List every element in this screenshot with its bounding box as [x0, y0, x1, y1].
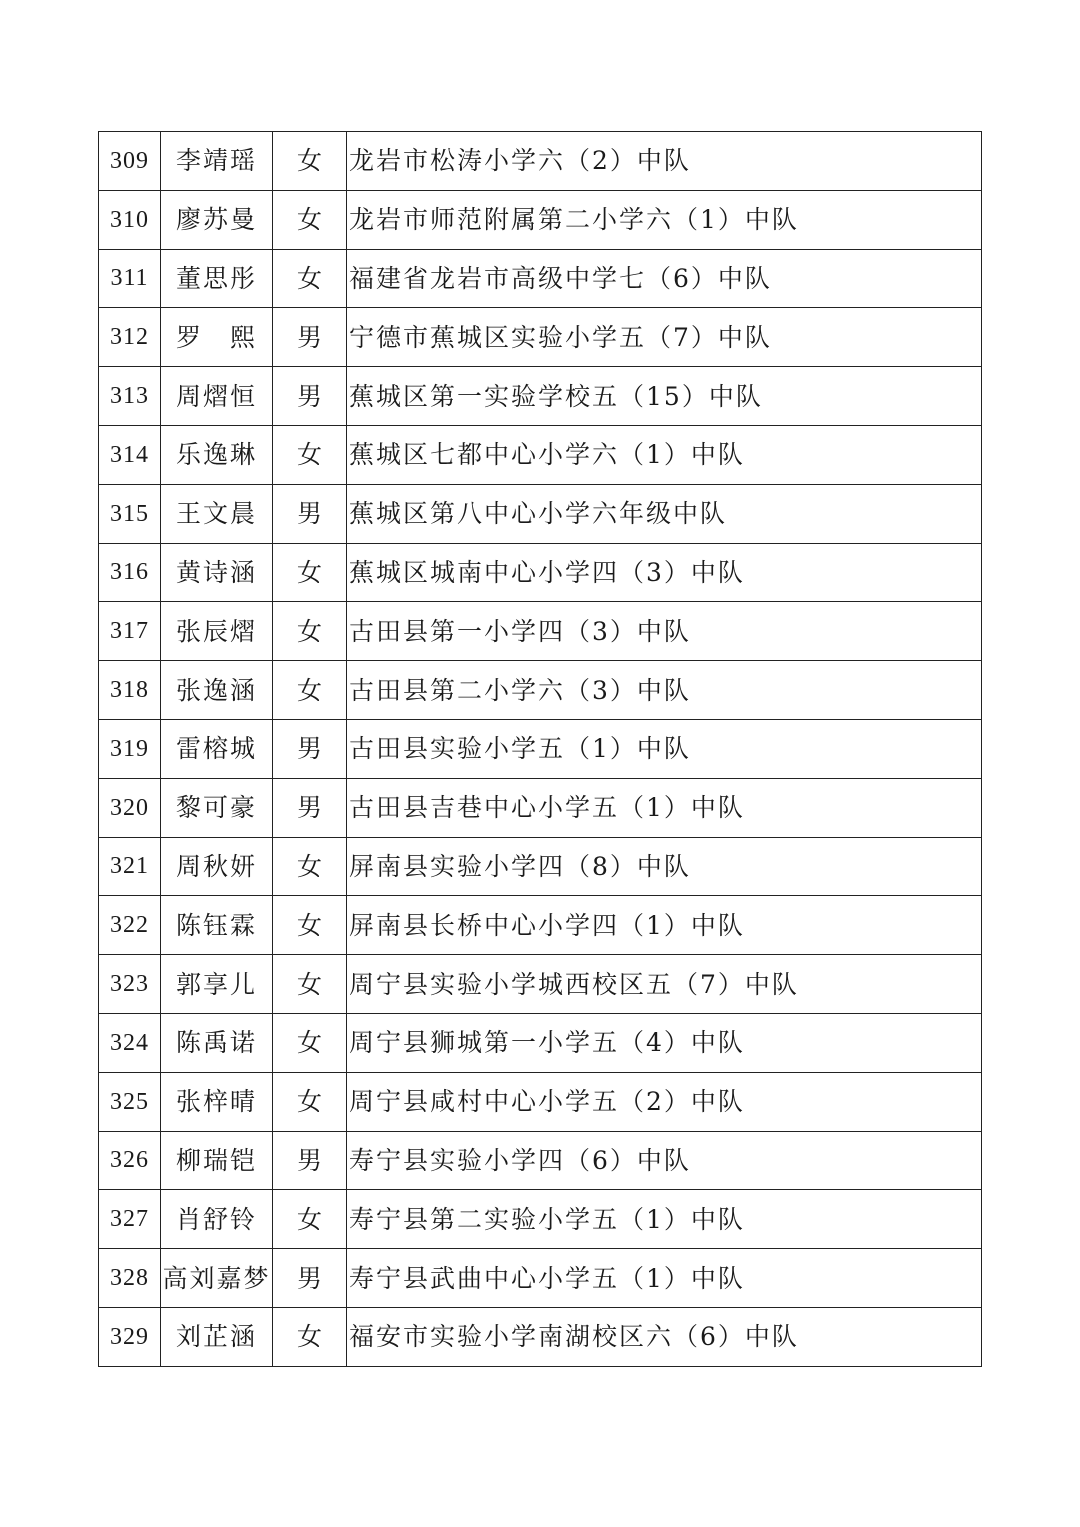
student-name-cell: 郭享儿 [161, 955, 273, 1014]
table-row [99, 425, 982, 484]
serial-number-cell: 317 [99, 602, 161, 661]
student-name-cell: 陈禹诺 [161, 1013, 273, 1072]
gender-cell: 女 [273, 425, 347, 484]
school-unit-cell: 古田县第一小学四（3）中队 [347, 602, 982, 661]
gender-cell: 女 [273, 602, 347, 661]
student-name-cell: 黄诗涵 [161, 543, 273, 602]
gender-cell: 男 [273, 1249, 347, 1308]
gender-cell: 女 [273, 249, 347, 308]
table-row [99, 778, 982, 837]
table-row [99, 1249, 982, 1308]
student-name-cell: 柳瑞铠 [161, 1131, 273, 1190]
gender-cell: 女 [273, 1013, 347, 1072]
serial-number-cell: 309 [99, 132, 161, 191]
school-unit-cell: 蕉城区第一实验学校五（15）中队 [347, 367, 982, 426]
student-name-cell: 肖舒铃 [161, 1190, 273, 1249]
gender-cell: 男 [273, 308, 347, 367]
school-unit-cell: 古田县第二小学六（3）中队 [347, 661, 982, 720]
student-name-cell: 张梓晴 [161, 1072, 273, 1131]
table-row [99, 249, 982, 308]
school-unit-cell: 蕉城区七都中心小学六（1）中队 [347, 425, 982, 484]
gender-cell: 男 [273, 719, 347, 778]
gender-cell: 男 [273, 778, 347, 837]
school-unit-cell: 龙岩市松涛小学六（2）中队 [347, 132, 982, 191]
table-row [99, 308, 982, 367]
gender-cell: 女 [273, 1072, 347, 1131]
serial-number-cell: 310 [99, 190, 161, 249]
student-name-cell: 张逸涵 [161, 661, 273, 720]
gender-cell: 男 [273, 1131, 347, 1190]
table-row [99, 543, 982, 602]
school-unit-cell: 宁德市蕉城区实验小学五（7）中队 [347, 308, 982, 367]
school-unit-cell: 蕉城区城南中心小学四（3）中队 [347, 543, 982, 602]
student-name-cell: 高刘嘉梦 [161, 1249, 273, 1308]
gender-cell: 女 [273, 1190, 347, 1249]
serial-number-cell: 328 [99, 1249, 161, 1308]
serial-number-cell: 318 [99, 661, 161, 720]
table-row [99, 896, 982, 955]
serial-number-cell: 313 [99, 367, 161, 426]
gender-cell: 女 [273, 955, 347, 1014]
serial-number-cell: 327 [99, 1190, 161, 1249]
serial-number-cell: 324 [99, 1013, 161, 1072]
table-row [99, 719, 982, 778]
school-unit-cell: 周宁县咸村中心小学五（2）中队 [347, 1072, 982, 1131]
school-unit-cell: 福安市实验小学南湖校区六（6）中队 [347, 1307, 982, 1366]
school-unit-cell: 屏南县实验小学四（8）中队 [347, 837, 982, 896]
school-unit-cell: 寿宁县第二实验小学五（1）中队 [347, 1190, 982, 1249]
gender-cell: 女 [273, 837, 347, 896]
student-name-cell: 张辰熠 [161, 602, 273, 661]
school-unit-cell: 龙岩市师范附属第二小学六（1）中队 [347, 190, 982, 249]
table-row [99, 1190, 982, 1249]
serial-number-cell: 329 [99, 1307, 161, 1366]
student-name-cell: 黎可豪 [161, 778, 273, 837]
table-row [99, 367, 982, 426]
school-unit-cell: 蕉城区第八中心小学六年级中队 [347, 484, 982, 543]
student-name-cell: 李靖瑶 [161, 132, 273, 191]
student-name-cell: 周熠恒 [161, 367, 273, 426]
serial-number-cell: 315 [99, 484, 161, 543]
gender-cell: 女 [273, 896, 347, 955]
table-row [99, 837, 982, 896]
student-name-cell: 董思彤 [161, 249, 273, 308]
school-unit-cell: 周宁县实验小学城西校区五（7）中队 [347, 955, 982, 1014]
school-unit-cell: 屏南县长桥中心小学四（1）中队 [347, 896, 982, 955]
school-unit-cell: 周宁县狮城第一小学五（4）中队 [347, 1013, 982, 1072]
serial-number-cell: 311 [99, 249, 161, 308]
serial-number-cell: 316 [99, 543, 161, 602]
student-name-cell: 王文晨 [161, 484, 273, 543]
table-row [99, 190, 982, 249]
serial-number-cell: 320 [99, 778, 161, 837]
gender-cell: 女 [273, 543, 347, 602]
table-row [99, 661, 982, 720]
serial-number-cell: 323 [99, 955, 161, 1014]
serial-number-cell: 325 [99, 1072, 161, 1131]
student-name-cell: 雷榕城 [161, 719, 273, 778]
student-name-cell: 乐逸琳 [161, 425, 273, 484]
gender-cell: 男 [273, 367, 347, 426]
table-row [99, 484, 982, 543]
serial-number-cell: 314 [99, 425, 161, 484]
gender-cell: 男 [273, 484, 347, 543]
student-name-cell: 廖苏曼 [161, 190, 273, 249]
table-row [99, 1307, 982, 1366]
table-row [99, 602, 982, 661]
school-unit-cell: 古田县吉巷中心小学五（1）中队 [347, 778, 982, 837]
student-name-cell: 刘芷涵 [161, 1307, 273, 1366]
serial-number-cell: 312 [99, 308, 161, 367]
school-unit-cell: 福建省龙岩市高级中学七（6）中队 [347, 249, 982, 308]
roster-table [98, 131, 982, 1367]
gender-cell: 女 [273, 1307, 347, 1366]
roster-table-body [99, 132, 982, 1367]
table-row [99, 955, 982, 1014]
serial-number-cell: 321 [99, 837, 161, 896]
school-unit-cell: 古田县实验小学五（1）中队 [347, 719, 982, 778]
gender-cell: 女 [273, 190, 347, 249]
student-name-cell: 陈钰霖 [161, 896, 273, 955]
student-name-cell: 周秋妍 [161, 837, 273, 896]
student-name-cell: 罗 熙 [161, 308, 273, 367]
school-unit-cell: 寿宁县武曲中心小学五（1）中队 [347, 1249, 982, 1308]
serial-number-cell: 322 [99, 896, 161, 955]
table-row [99, 1013, 982, 1072]
serial-number-cell: 326 [99, 1131, 161, 1190]
table-row [99, 132, 982, 191]
gender-cell: 女 [273, 132, 347, 191]
gender-cell: 女 [273, 661, 347, 720]
school-unit-cell: 寿宁县实验小学四（6）中队 [347, 1131, 982, 1190]
serial-number-cell: 319 [99, 719, 161, 778]
table-row [99, 1131, 982, 1190]
table-row [99, 1072, 982, 1131]
